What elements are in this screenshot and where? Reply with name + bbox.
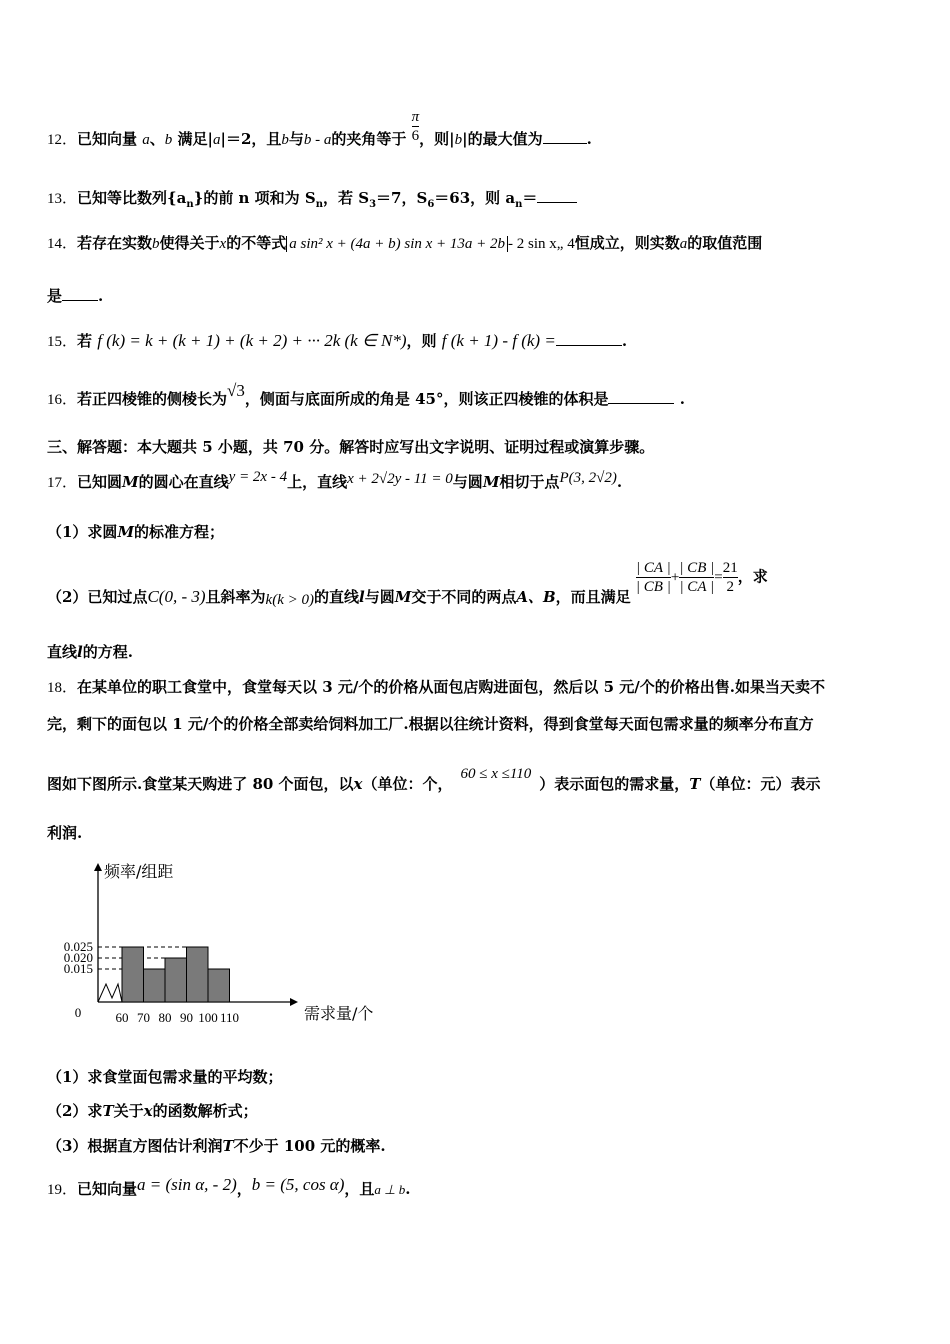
vector-b: b [164, 132, 173, 148]
equals-sign: = [714, 569, 723, 586]
var-M: M [482, 473, 500, 491]
question-18-line-3 [47, 766, 821, 794]
question-18-line-2 [47, 713, 814, 734]
histogram-bar [144, 969, 166, 1002]
question-18-line-4 [47, 822, 82, 843]
question-number: 15． [47, 334, 78, 350]
period: . [98, 287, 104, 305]
histogram-bar [165, 958, 187, 1002]
vector-a: a [323, 132, 332, 148]
subscript: 3 [369, 199, 377, 210]
q16-text: ，侧面与底面所成的角是 45°，则该正四棱锥的体积是 [244, 390, 609, 408]
q19-text: 已知向量 [77, 1180, 138, 1198]
var-l: l [359, 587, 365, 606]
origin-label: 0 [74, 1005, 82, 1020]
var-b: b [152, 236, 160, 252]
q19-text: ， [236, 1180, 252, 1198]
q18-text: 的函数解析式； [152, 1102, 258, 1120]
q13-text: }的前 n 项和为 S [193, 189, 316, 207]
q18-text: ）表示面包的需求量， [539, 775, 690, 793]
vector-b: b [281, 132, 289, 148]
question-12: 12．已知向量 a、b 满足|a|＝2，且b与b - a的夹角等于 $\frac{\pi}{6}$ ，则|b|的最大值为 . [47, 108, 592, 148]
q17-text: 且斜率为 [205, 587, 266, 606]
q12-text: 的夹角等于 [331, 130, 407, 148]
subscript: n [315, 199, 324, 210]
q17-text: ，求 [737, 567, 768, 586]
y-axis-label: 频率/组距 [104, 862, 174, 881]
question-number: 12． [47, 132, 78, 148]
q17-text: ，而且满足 [555, 587, 631, 606]
fraction-cb-ca [679, 559, 714, 596]
q17-text: 的直线 [313, 587, 359, 606]
question-18-sub-1 [47, 1066, 282, 1087]
subscript: 6 [427, 199, 435, 210]
x-tick-label: 60 [115, 1010, 129, 1025]
q17-text: （1）求圆 [47, 523, 118, 541]
q17-text: （2）已知过点 [47, 587, 148, 606]
question-18-line-1 [47, 676, 825, 697]
answer-blank [608, 389, 674, 404]
var-M: M [122, 473, 139, 491]
x-tick-label: 70 [137, 1010, 150, 1025]
period: . [616, 473, 623, 491]
question-17-part-2 [47, 559, 768, 608]
inequality-abs: a sin² x + (4a + b) sin x + 13a + 2b [286, 236, 508, 252]
y-tick-label: 0.025 [63, 939, 93, 954]
q15-text: ，则 [406, 332, 437, 350]
q13-text: ＝7，S [376, 189, 428, 207]
x-tick-label: 100 [198, 1010, 218, 1025]
q17-text: 直线 [47, 643, 78, 661]
q18-text: （2）求 [47, 1102, 103, 1120]
question-14 [47, 232, 762, 253]
q17-text: 的方程. [82, 643, 133, 661]
q13-text: ＝63，则 a [434, 189, 516, 207]
var-x: x [143, 1102, 153, 1120]
q18-text: 图如下图所示.食堂某天购进了 80 个面包，以 [47, 775, 354, 793]
formula-f: f (k) = k + (k + 1) + (k + 2) + ··· 2k (k ∈ N*) [97, 331, 407, 350]
x-tick-label: 110 [219, 1010, 240, 1025]
sqrt-3: √3 [227, 381, 245, 400]
var-x: x [219, 236, 227, 252]
q17-text: 已知圆 [77, 473, 123, 491]
subscript: n [515, 199, 523, 210]
separator: 、 [149, 130, 165, 148]
question-14-cont [47, 285, 103, 306]
question-18-sub-3 [47, 1135, 386, 1156]
q13-text: ＝ [522, 189, 538, 207]
q18-text: 利润. [47, 824, 83, 842]
point-P: P(3, 2√2) [559, 470, 617, 486]
q13-text: ，若 S [323, 189, 370, 207]
q14-text: 是 [47, 287, 63, 305]
question-number: 13． [47, 191, 78, 207]
line-eq-1: y = 2x - 4 [228, 469, 288, 485]
formula-diff: f (k + 1) - f (k) = [441, 331, 556, 350]
fraction-21-2 [723, 559, 738, 596]
q18-text: （单位：个， [362, 775, 453, 793]
section-text: 三、解答题：本大题共 5 小题，共 70 分。解答时应写出文字说明、证明过程或演算步骤。 [47, 438, 655, 456]
question-18-sub-2 [47, 1100, 258, 1121]
var-T: T [102, 1102, 114, 1120]
question-number: 19． [47, 1182, 78, 1198]
range-x: 60 ≤ x ≤110 [460, 766, 532, 782]
q14-text: 恒成立，则实数 [574, 234, 680, 252]
x-axis-arrow [290, 998, 298, 1006]
var-l: l [77, 643, 83, 661]
q17-text: 的标准方程； [134, 523, 225, 541]
y-axis-arrow [94, 863, 102, 871]
q14-text: 若存在实数 [77, 234, 153, 252]
y-tick-label: 0.015 [63, 961, 93, 976]
vector-b: b [454, 132, 463, 148]
q17-text: 上，直线 [287, 473, 348, 491]
q18-text: 在某单位的职工食堂中，食堂每天以 3 元/个的价格从面包店购进面包，然后以 5 元/个的价格出售.如果当天卖不 [77, 678, 825, 696]
q18-text: （3）根据直方图估计利润 [47, 1137, 223, 1155]
denominator: | CB | [635, 579, 671, 595]
axis-break [98, 984, 122, 1002]
point-C: C(0, - 3) [147, 586, 206, 606]
question-13 [47, 187, 577, 210]
q16-text: 若正四棱锥的侧棱长为 [77, 390, 228, 408]
q12-text: 已知向量 [77, 130, 138, 148]
var-M: M [394, 587, 412, 606]
numerator: 21 [722, 560, 738, 576]
q12-text: |的最大值为 [462, 130, 543, 148]
histogram-chart [40, 855, 400, 1030]
vector-a-def: a = (sin α, - 2) [137, 1175, 237, 1194]
inequality-rhs: - 2 sin x„ 4 [508, 236, 575, 252]
question-17 [47, 471, 622, 492]
q18-text: （1）求食堂面包需求量的平均数； [47, 1068, 283, 1086]
question-17-part-1 [47, 521, 224, 542]
q17-text: 的圆心在直线 [138, 473, 229, 491]
var-T: T [689, 775, 701, 793]
denominator: | CA | [679, 579, 715, 595]
histogram-bar [122, 947, 144, 1002]
section-heading [47, 436, 654, 457]
x-axis-label: 需求量/个 [304, 1004, 374, 1023]
denominator: 2 [723, 577, 738, 596]
y-tick-label: 0.020 [63, 950, 93, 965]
answer-blank [62, 286, 98, 301]
q14-text: 的不等式 [226, 234, 287, 252]
q12-text: ，则| [419, 130, 455, 148]
vector-b-def: b = (5, cos α) [251, 1175, 345, 1194]
perp-relation: a ⊥ b [374, 1182, 406, 1197]
histogram-bar [208, 969, 230, 1002]
q14-text: 使得关于 [159, 234, 220, 252]
question-number: 18． [47, 680, 78, 696]
var-T: T [222, 1137, 234, 1155]
period: . [405, 1180, 411, 1198]
var-a: a [679, 236, 688, 252]
period: . [586, 130, 592, 148]
subscript: n [186, 199, 194, 210]
question-number: 17． [47, 475, 78, 491]
plus-sign: + [670, 569, 680, 586]
var-x: x [353, 775, 363, 793]
fraction-ca-cb [636, 559, 671, 596]
x-tick-label: 90 [180, 1010, 193, 1025]
q19-text: ，且 [344, 1180, 375, 1198]
line-eq-2: x + 2√2y - 11 = 0 [347, 471, 453, 487]
vector-a: a [212, 132, 221, 148]
q17-text: 与圆 [364, 587, 395, 606]
numerator: π [411, 108, 420, 125]
q18-text: （单位：元）表示 [700, 775, 821, 793]
q15-text: 若 [77, 332, 93, 350]
question-number: 14． [47, 236, 78, 252]
q18-text: 不少于 100 元的概率. [233, 1137, 386, 1155]
vector-a: a [142, 132, 150, 148]
question-number: 16． [47, 392, 78, 408]
q12-text: 与 [288, 130, 304, 148]
period: . [621, 332, 628, 350]
question-19 [47, 1175, 411, 1199]
x-tick-label: 80 [158, 1010, 172, 1025]
q17-text: 交于不同的两点 [411, 587, 517, 606]
denominator: 6 [411, 127, 420, 144]
points-AB: A、B [516, 587, 556, 606]
q18-text: 完，剩下的面包以 1 元/个的价格全部卖给饲料加工厂.根据以往统计资料，得到食堂每天面包需求量的频率分布直方 [47, 715, 814, 733]
vector-b: b [303, 132, 312, 148]
var-M: M [117, 523, 135, 541]
question-17-part-2-cont [47, 641, 133, 662]
q12-text: 满足| [177, 130, 213, 148]
q14-text: 的取值范围 [687, 234, 763, 252]
histogram-bar [187, 947, 209, 1002]
numerator: | CA | [636, 560, 671, 576]
q17-text: 与圆 [452, 473, 483, 491]
q18-text: 关于 [113, 1102, 144, 1120]
answer-blank [556, 331, 622, 346]
answer-blank [543, 129, 587, 144]
numerator: | CB | [679, 560, 715, 576]
period: . [679, 390, 685, 408]
slope-k: k(k > 0) [265, 591, 314, 608]
question-16 [47, 381, 685, 409]
q13-text: 已知等比数列{a [77, 189, 187, 207]
q17-text: 相切于点 [499, 473, 560, 491]
q12-text: |＝2，且 [220, 130, 282, 148]
answer-blank [537, 188, 577, 203]
question-15 [47, 330, 627, 351]
